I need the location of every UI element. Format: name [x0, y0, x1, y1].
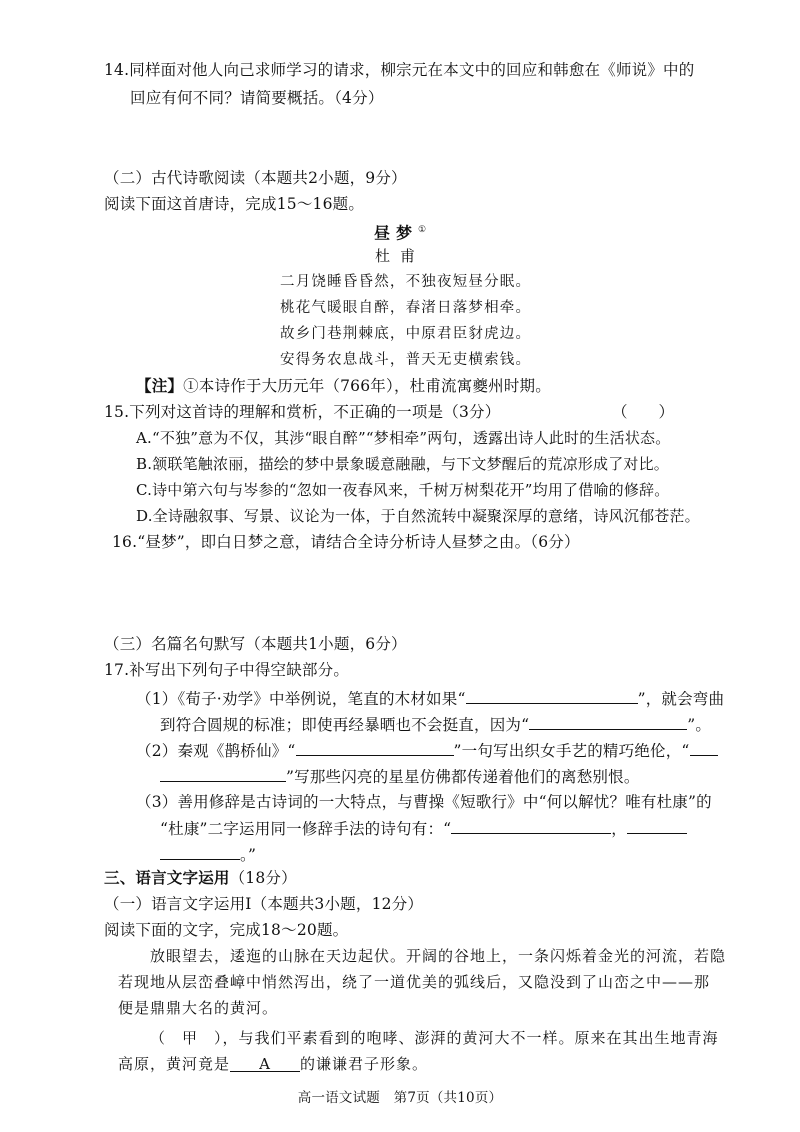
passage-para2-text-a: 高原，黄河竟是	[118, 1055, 231, 1073]
part3-header-score: （18分）	[229, 869, 297, 887]
q15-option-d: D.全诗融叙事、写景、议论为一体，于自然流转中凝聚深厚的意绪，诗风沉郁苍茫。	[136, 507, 700, 525]
q15-stem: 15.下列对这首诗的理解和赏析，不正确的一项是（3分）	[104, 403, 501, 421]
q17-item2-line1	[136, 740, 718, 761]
q17-item3-blank-2b[interactable]	[160, 844, 240, 860]
part3-header-title: 三、语言文字运用	[104, 868, 230, 887]
q17-item1-text-b: ”，就会弯曲	[637, 690, 725, 708]
q14-line1: 14.同样面对他人向己求师学习的请求，柳宗元在本文中的回应和韩愈在《师说》中的	[104, 61, 695, 79]
poem-line-1: 二月饶睡昏昏然，不独夜短昼分眠。	[280, 274, 532, 290]
q17-item2-text-c: ”写那些闪亮的星星仿佛都传递着他们的离愁别恨。	[286, 768, 640, 786]
passage-para2-text-b: 的谦谦君子形象。	[300, 1055, 429, 1073]
part3-instruction: 阅读下面的文字，完成18～20题。	[104, 921, 349, 939]
q15-option-b: B.颔联笔触浓丽，描绘的梦中景象暖意融融，与下文梦醒后的荒凉形成了对比。	[136, 455, 669, 473]
q14-line2: 回应有何不同？请简要概括。（4分）	[130, 89, 384, 107]
passage-para1-line2: 若现地从层峦叠嶂中悄然泻出，绕了一道优美的弧线后，又隐没到了山峦之中——那	[118, 973, 711, 991]
q17-item3-blank-1[interactable]	[451, 818, 611, 834]
q17-item3-line2	[160, 818, 687, 839]
q17-item1-text-a: （1）《荀子·劝学》中举例说，笔直的木材如果“	[136, 690, 466, 708]
q17-item3-blank-2a[interactable]	[627, 818, 687, 834]
part3-header	[104, 868, 297, 888]
q17-item3-text-b: “杜康”二字运用同一修辞手法的诗句有：“	[160, 820, 452, 838]
q17-item1-line1	[136, 688, 724, 709]
poem-footnote-mark: ①	[417, 225, 427, 235]
passage-para2-line2	[118, 1054, 428, 1074]
q17-item2-text-a: （2）秦观《鹊桥仙》“	[136, 742, 296, 760]
q17-item1-blank-2[interactable]	[529, 714, 687, 730]
q15-answer-paren: （ ）	[612, 403, 675, 421]
q17-item2-text-b: ”一句写出织女手艺的精巧绝伦，“	[453, 742, 690, 760]
poem-line-3: 故乡门巷荆棘底，中原君臣豺虎边。	[280, 326, 532, 342]
q17-item3-text-c: ，	[611, 820, 627, 838]
q17-item2-blank-1[interactable]	[296, 740, 454, 756]
q15-option-a: A.“不独”意为不仅，其涉“眼自醉”“梦相牵”两句，透露出诗人此时的生活状态。	[136, 429, 671, 447]
poem-line-4: 安得务农息战斗，普天无吏横索钱。	[280, 352, 532, 368]
poem-author: 杜甫	[374, 247, 425, 265]
q16-stem: 16.“昼梦”，即白日梦之意，请结合全诗分析诗人昼梦之由。（6分）	[112, 533, 580, 551]
poem-line-2: 桃花气暖眼自醉，春渚日落梦相牵。	[280, 300, 532, 316]
section2-instruction: 阅读下面这首唐诗，完成15～16题。	[104, 195, 365, 213]
q15-option-c: C.诗中第六句与岑参的“忽如一夜春风来，千树万树梨花开”均用了借喻的修辞。	[136, 481, 670, 499]
poem-note-text: ①本诗作于大历元年（766年），杜甫流寓夔州时期。	[183, 377, 551, 395]
q17-item2-line2	[160, 766, 640, 787]
q17-item3-line1: （3）善用修辞是古诗词的一大特点，与曹操《短歌行》中“何以解忧？唯有杜康”的	[136, 793, 712, 811]
q17-item3-line3	[160, 844, 256, 865]
passage-para1-line1: 放眼望去，逶迤的山脉在天边起伏。开阔的谷地上，一条闪烁着金光的河流，若隐	[150, 947, 727, 965]
poem-title: 昼梦①	[373, 223, 427, 243]
poem-note	[136, 376, 551, 396]
q17-item2-blank-2a[interactable]	[690, 740, 718, 756]
page-footer: 高一语文试题 第7页（共10页）	[297, 1090, 503, 1106]
q17-stem: 17.补写出下列句子中得空缺部分。	[104, 661, 350, 679]
passage-blank-a[interactable]: A	[230, 1054, 300, 1072]
section2-header: （二）古代诗歌阅读（本题共2小题，9分）	[104, 169, 407, 187]
section3-header: （三）名篇名句默写（本题共1小题，6分）	[104, 635, 407, 653]
q17-item1-text-c: 到符合圆规的标准；即使再经暴晒也不会挺直，因为“	[160, 716, 530, 734]
passage-para2-line1: （ 甲 ），与我们平素看到的咆哮、澎湃的黄河大不一样。原来在其出生地青海	[150, 1029, 719, 1047]
passage-para1-line3: 便是鼎鼎大名的黄河。	[118, 999, 279, 1017]
q17-item1-text-d: ”。	[687, 716, 712, 734]
q17-item2-blank-2b[interactable]	[160, 766, 286, 782]
q17-item1-line2	[160, 714, 711, 735]
q17-item3-text-d: 。”	[240, 846, 257, 864]
q17-item1-blank-1[interactable]	[466, 688, 638, 704]
poem-note-label: 【注】	[136, 376, 184, 395]
part3-sub-header: （一）语言文字运用Ⅰ（本题共3小题，12分）	[104, 895, 424, 913]
